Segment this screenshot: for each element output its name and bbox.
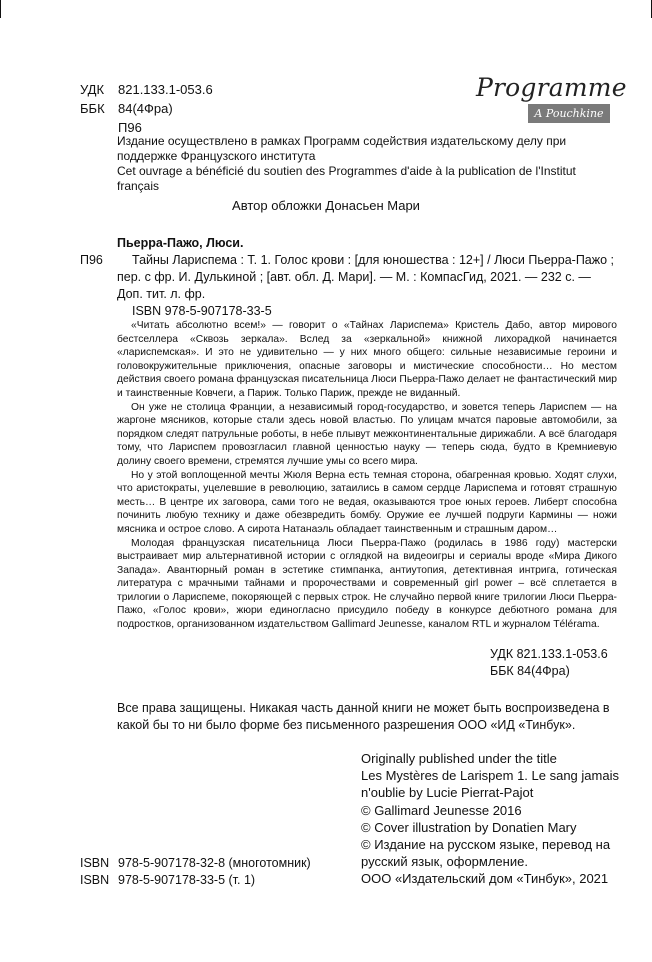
- author-mark: П96: [118, 120, 142, 135]
- isbn-list: [80, 855, 311, 889]
- bbk-value: 84(4Фра): [118, 101, 173, 116]
- isbn-value: 978-5-907178-33-5 (т. 1): [118, 873, 256, 888]
- isbn-row: [80, 872, 311, 889]
- original-title-intro: Originally published under the title: [361, 751, 557, 766]
- udk-summary: УДК 821.133.1-053.6: [490, 647, 608, 661]
- record-author-mark: П96: [80, 253, 103, 267]
- udk-row: [80, 80, 213, 99]
- bbk-row: [80, 99, 213, 118]
- support-notice-ru: Издание осуществлено в рамках Программ содействия издательскому делу при поддержке Французского института: [117, 134, 567, 163]
- programme-logo: [476, 73, 627, 125]
- support-notice: [117, 134, 617, 194]
- annotation-paragraph: Но у этой воплощенной мечты Жюля Верна есть темная сторона, обагренная кровью. Ходят слухи, что аристократы, уцелевшие в революцию, затаились в самом сердце Лариспема и готовят страшную месть… В центре их заговора, сами того не ведая, оказываются трое юных героев. Либерт способна починить любую технику и даже обезвредить бомбу. Оружие ее лучшей подруги Кармины — ножи мясника и острое слово. А сирота Натанаэль обладает таинственным и страшным даром…: [117, 469, 617, 535]
- copyright-russian-edition: © Издание на русском языке, перевод на русский язык, оформление.: [361, 837, 611, 870]
- record-title-line: Тайны Лариспема : Т. 1. Голос крови : [для юношества : 12+] / Люси Пьерра-Пажо ; пер. с фр. И. Дулькиной ; [авт. обл. Д. Мари]. — М. : КомпасГид, 2021. — 232 с. — Доп. тит. л. фр.: [117, 253, 615, 301]
- record-author: Пьерра-Пажо, Люси.: [117, 236, 244, 250]
- classification-summary: [490, 646, 608, 680]
- original-edition-credits: [361, 750, 623, 888]
- isbn-label: ISBN: [80, 856, 110, 870]
- cover-author-credit: Автор обложки Донасьен Мари: [232, 198, 420, 213]
- annotation-paragraph: Он уже не столица Франции, а независимый город-государство, и зовется теперь Лариспем — на жаргоне мясников, которые стали здесь новой властью. По улицам мчатся паровые автомобили, за порядком следят патрульные роботы, в небе плывут межконтинентальные дирижабли. А всё благодаря тому, что Лариспем провозгласил главной ценностью науку — теперь сюда, будто в Кремниевую долину своего времени, стремятся лучшие умы со всего мира.: [117, 401, 617, 467]
- record-description: [117, 252, 620, 320]
- logo-wordmark: Programme: [476, 73, 627, 102]
- udk-label: УДК: [80, 82, 105, 97]
- bbk-summary: ББК 84(4Фра): [490, 664, 570, 678]
- annotation: [117, 319, 617, 632]
- isbn-label: ISBN: [80, 873, 110, 888]
- annotation-paragraph: «Читать абсолютно всем!» — говорит о «Тайнах Лариспема» Кристель Дабо, автор мирового бестселлера «Сквозь зеркала». Вслед за «зеркальной» книжной лихорадкой начинается «лариспемская». И это не удивительно — у них много общего: сильные независимые героини и головокружительные приключения, опасные заговоры и мистические способности… Но местом действия своего романа французская писательница Люси Пьерра-Пажо делает не фантастический мир и таинственные Ковчеги, а Париж. Только Париж, прежде не виданный.: [117, 320, 617, 399]
- copyright-publisher: © Gallimard Jeunesse 2016: [361, 802, 522, 818]
- logo-signature: A Pouchkine: [528, 104, 610, 123]
- record-isbn: ISBN 978-5-907178-33-5: [132, 304, 272, 318]
- support-notice-fr: Cet ouvrage a bénéficié du soutien des Programmes d'aide à la publication de l'Institut français: [117, 164, 576, 193]
- classification-block: [80, 80, 213, 137]
- udk-value: 821.133.1-053.6: [118, 82, 213, 97]
- bbk-label: ББК: [80, 101, 105, 116]
- copyright-cover: © Cover illustration by Donatien Mary: [361, 819, 577, 835]
- isbn-value: 978-5-907178-32-8 (многотомник): [118, 856, 311, 870]
- rights-notice: Все права защищены. Никакая часть данной книги не может быть воспроизведена в какой бы то ни было форме без письменного разрешения ООО «ИД «Тинбук».: [117, 701, 610, 732]
- isbn-row: [80, 855, 311, 872]
- original-title: Les Mystères de Larispem 1. Le sang jamais n'oublie by Lucie Pierrat-Pajot: [361, 768, 619, 801]
- annotation-paragraph: Молодая французская писательница Люси Пьерра-Пажо (родилась в 1986 году) мастерски выстраивает мир альтернативной истории с оглядкой на видеоигры и сериалы вроде «Мира Дикого Запада». Авантюрный роман в эстетике стимпанка, антиутопия, детективная интрига, готическая литература с мрачными тайнами и пророчествами и современный girl power – всё сплетается в трилогии о Лариспеме, покоряющей с первых строк. Не случайно первой книге трилогии Люси Пьерра-Пажо, «Голос крови», жюри единогласно присудило победу в конкурсе дебютного романа для подростков, организованном издательством Gallimard Jeunesse, каналом RTL и журналом Télérama.: [117, 537, 617, 631]
- copyright-russian-publisher: ООО «Издательский дом «Тинбук», 2021: [361, 871, 609, 887]
- page-corner-mark-left: [0, 0, 1, 18]
